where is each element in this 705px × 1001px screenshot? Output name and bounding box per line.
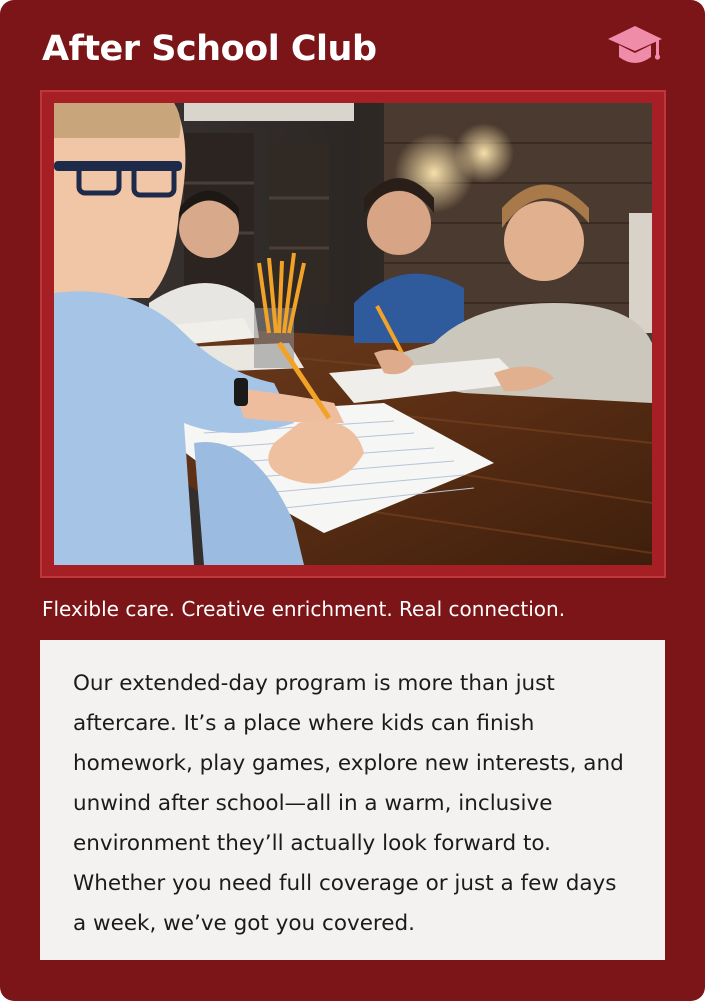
hero-image-frame (40, 90, 666, 578)
hero-image (54, 103, 652, 565)
description-text: Our extended-day program is more than just aftercare. It’s a place where kids can finish homework, play games, explore new interests, and unwind after school—all in a warm, inclusive environment they’ll actually look forward to. Whether you need full coverage or just a few days a week, we’ve got you covered. (73, 671, 624, 936)
description-box (40, 640, 665, 960)
tagline: Flexible care. Creative enrichment. Real connection. (42, 597, 566, 621)
card-title: After School Club (42, 29, 377, 69)
graduation-cap-icon (606, 24, 664, 70)
